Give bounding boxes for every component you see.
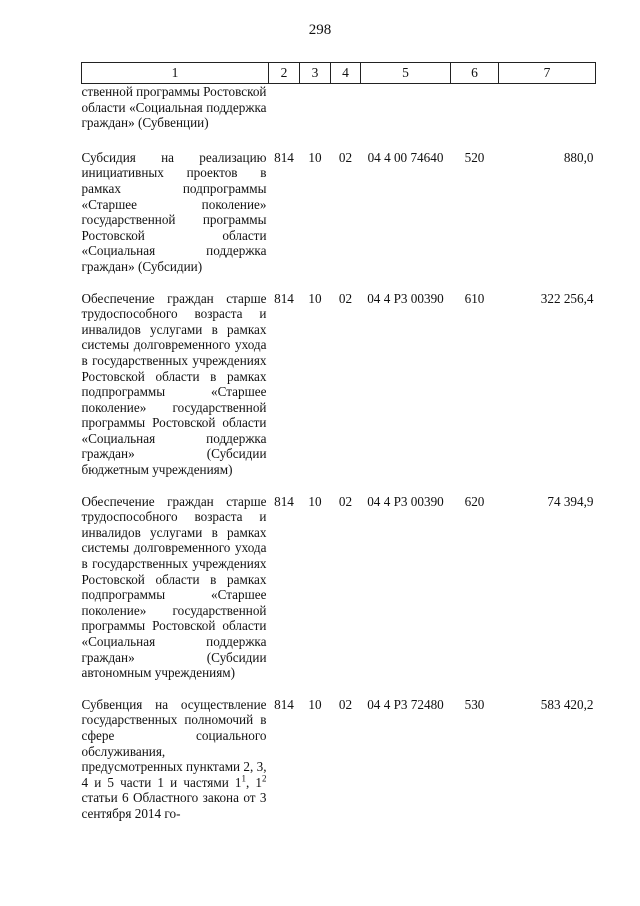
expense-type-code: 520 (464, 149, 485, 165)
column-header: 6 (451, 63, 499, 84)
ministry-code (269, 84, 300, 150)
target-article-code: 04 4 P3 72480 (367, 696, 444, 712)
row-description: Субсидия на реализацию инициативных проектов в рамках подпрограммы «Старшее поколение» государственной программы Ростовской области «Социальная поддержка граждан» (Субсидии) (81, 149, 267, 274)
subsection-code: 02 (338, 290, 353, 306)
expense-type-code: 610 (464, 290, 485, 306)
row-description (82, 697, 269, 822)
subsection-code: 02 (338, 493, 353, 509)
target-article-code: 04 4 00 74640 (367, 149, 444, 165)
column-header: 3 (300, 63, 331, 84)
table-row (82, 84, 596, 150)
row-description: ственной программы Ростовской области «Социальная поддержка граждан» (Субвенции) (81, 84, 267, 131)
section-code: 10 (308, 493, 322, 509)
table-row (82, 697, 596, 822)
target-article-code (361, 84, 451, 150)
subsection-code (331, 84, 361, 150)
ministry-code: 814 (274, 290, 294, 306)
subsection-code: 02 (338, 696, 353, 712)
budget-table (81, 62, 596, 822)
expense-type-code: 530 (464, 696, 485, 712)
superscript: 1 (241, 773, 246, 784)
target-article-code: 04 4 P3 00390 (367, 493, 444, 509)
column-header: 1 (82, 63, 269, 84)
amount: 74 394,9 (547, 493, 594, 509)
amount: 880,0 (563, 149, 594, 165)
ministry-code: 814 (274, 149, 294, 165)
target-article-code: 04 4 P3 00390 (367, 290, 444, 306)
row-description-part: Субвенция на осуществление государственных полномочий в сфере социального обслуживания, предусмотренных пунктами 2, 3, 4 и 5 части 1 и частями 1 (81, 696, 267, 790)
row-description-part: , 1 (245, 774, 263, 790)
table-row (82, 494, 596, 697)
row-description: Обеспечение граждан старше трудоспособного возраста и инвалидов услугами в рамках системы долговременного ухода в государственных учреждениях Ростовской области в рамках подпрограммы «Старшее поколение» государственной программы Ростовской области «Социальная поддержка граждан» (Субсидии автономным учреждениям) (81, 493, 267, 681)
amount: 583 420,2 (540, 696, 594, 712)
row-description: Обеспечение граждан старше трудоспособного возраста и инвалидов услугами в рамках системы долговременного ухода в государственных учреждениях Ростовской области в рамках подпрограммы «Старшее поколение» государственной программы Ростовской области «Социальная поддержка граждан» (Субсидии бюджетным учреждениям) (81, 290, 267, 478)
section-code: 10 (308, 290, 322, 306)
column-header: 5 (361, 63, 451, 84)
section-code: 10 (308, 149, 322, 165)
expense-type-code: 620 (464, 493, 485, 509)
page-number: 298 (308, 22, 332, 38)
amount (499, 84, 596, 150)
section-code (300, 84, 331, 150)
table-row (82, 150, 596, 291)
column-header: 2 (269, 63, 300, 84)
column-header: 7 (499, 63, 596, 84)
superscript: 2 (262, 773, 267, 784)
ministry-code: 814 (274, 696, 294, 712)
ministry-code: 814 (274, 493, 294, 509)
column-header: 4 (331, 63, 361, 84)
table-row (82, 291, 596, 494)
amount: 322 256,4 (540, 290, 594, 306)
row-description-part: статьи 6 Областного закона от 3 сентября 2014 го- (81, 790, 267, 821)
expense-type-code (451, 84, 499, 150)
subsection-code: 02 (338, 149, 353, 165)
section-code: 10 (308, 696, 322, 712)
table-header-row (82, 63, 596, 84)
